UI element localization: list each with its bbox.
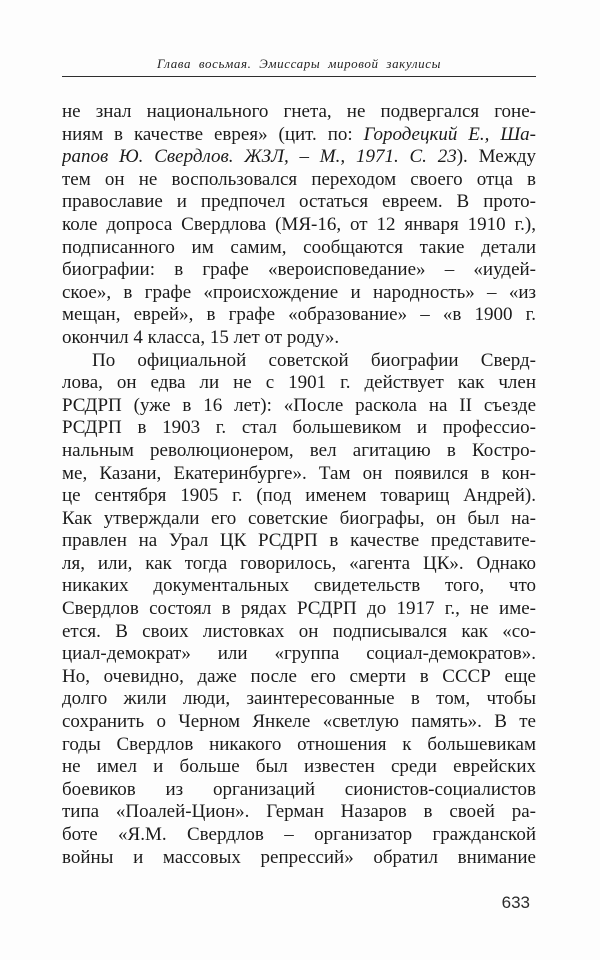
text-line (62, 734, 536, 757)
text-run: По официальной советской биографии Сверд- (92, 349, 536, 371)
text-line (62, 801, 536, 824)
text-run: биографии: в графе «вероисповедание» – «иудей- (62, 259, 536, 281)
text-run: войны и массовых репрессий» обратил внимание (62, 846, 536, 868)
text-run: типа «Поалей-Цион». Герман Назаров в своей ра- (62, 801, 536, 823)
running-header (62, 56, 536, 77)
text-run: никаких документальных свидетельств того, что (62, 575, 536, 597)
text-line (62, 372, 536, 395)
text-run: подписанного им самим, сообщаются такие детали (62, 236, 536, 258)
text-run: ). Между (456, 146, 536, 168)
page-body (62, 101, 536, 869)
text-run: мещан, еврей», в графе «образование» – «в 1900 г. (62, 304, 536, 326)
text-run: окончил 4 класса, 15 лет от роду». (62, 326, 340, 348)
text-run: боевиков из организаций сионистов-социалистов (62, 778, 536, 800)
text-run: годы Свердлов никакого отношения к большевикам (62, 733, 536, 755)
text-run: Свердлов состоял в рядах РСДРП до 1917 г., не име- (62, 598, 536, 620)
text-run: не знал национального гнета, не подвергался гоне- (62, 101, 536, 122)
text-run: сохранить о Черном Янкеле «светлую память». В те (62, 711, 536, 733)
text-run: не имел и больше был известен среди еврейских (62, 756, 536, 778)
text-run: циал-демократ» или «группа социал-демократов». (62, 643, 536, 665)
chapter-header-text: Глава восьмая. Эмиссары мировой закулисы (156, 56, 442, 71)
text-line (62, 101, 536, 124)
text-line (62, 237, 536, 260)
text-run: ское», в графе «происхождение и народность» – «из (62, 281, 536, 303)
text-line (62, 688, 536, 711)
text-line (62, 440, 536, 463)
text-line (62, 327, 536, 350)
text-line (62, 485, 536, 508)
text-line (62, 666, 536, 689)
text-line (62, 553, 536, 576)
text-run: тем он не воспользовался переходом своего отца в (62, 168, 536, 190)
text-run: ля, или, как тогда говорилось, «агента ЦК». Однако (62, 552, 536, 574)
citation-italic-run: рапов Ю. Свердлов. ЖЗЛ, – М., 1971. С. 23 (62, 146, 457, 168)
text-line (62, 575, 536, 598)
text-line (62, 124, 536, 147)
text-run: православие и предпочел остаться евреем. В прото- (62, 191, 536, 213)
text-line (62, 350, 536, 373)
text-run: коле допроса Свердлова (МЯ-16, от 12 января 1910 г.), (62, 213, 536, 235)
text-line (62, 146, 536, 169)
text-run: Но, очевидно, даже после его смерти в СССР еще (62, 665, 536, 687)
text-run: лова, он едва ли не с 1901 г. действует как член (62, 372, 536, 394)
text-run: правлен на Урал ЦК РСДРП в качестве представите- (62, 530, 536, 552)
text-line (62, 304, 536, 327)
text-line (62, 191, 536, 214)
text-line (62, 282, 536, 305)
text-line (62, 214, 536, 237)
text-line (62, 463, 536, 486)
text-run: це сентября 1905 г. (под именем товарищ Андрей). (62, 485, 536, 507)
text-run: ется. В своих листовках он подписывался как «со- (62, 620, 536, 642)
text-run: ме, Казани, Екатеринбурге». Там он появился в кон- (62, 462, 536, 484)
page-number: 633 (501, 893, 530, 912)
text-run: ниям в качестве еврея» (цит. по: (62, 123, 364, 145)
text-line (62, 169, 536, 192)
text-run: долго жили люди, заинтересованные в том, чтобы (62, 688, 536, 710)
text-line (62, 643, 536, 666)
text-line (62, 259, 536, 282)
text-line (62, 530, 536, 553)
text-run: РСДРП в 1903 г. стал большевиком и профессио- (62, 417, 536, 439)
text-line (62, 417, 536, 440)
text-line (62, 508, 536, 531)
text-line (62, 847, 536, 870)
text-line (62, 779, 536, 802)
text-line (62, 598, 536, 621)
text-run: боте «Я.М. Свердлов – организатор гражданской (62, 824, 536, 845)
text-line (62, 824, 536, 847)
citation-italic-run: Городецкий Е., Ша- (363, 123, 536, 145)
text-run: РСДРП (уже в 16 лет): «После раскола на II съезде (62, 394, 536, 416)
text-line (62, 756, 536, 779)
text-run: нальным революционером, вел агитацию в Костро- (62, 439, 536, 461)
text-run: Как утверждали его советские биографы, он был на- (62, 507, 536, 529)
text-line (62, 395, 536, 418)
text-line (62, 711, 536, 734)
text-line (62, 621, 536, 644)
